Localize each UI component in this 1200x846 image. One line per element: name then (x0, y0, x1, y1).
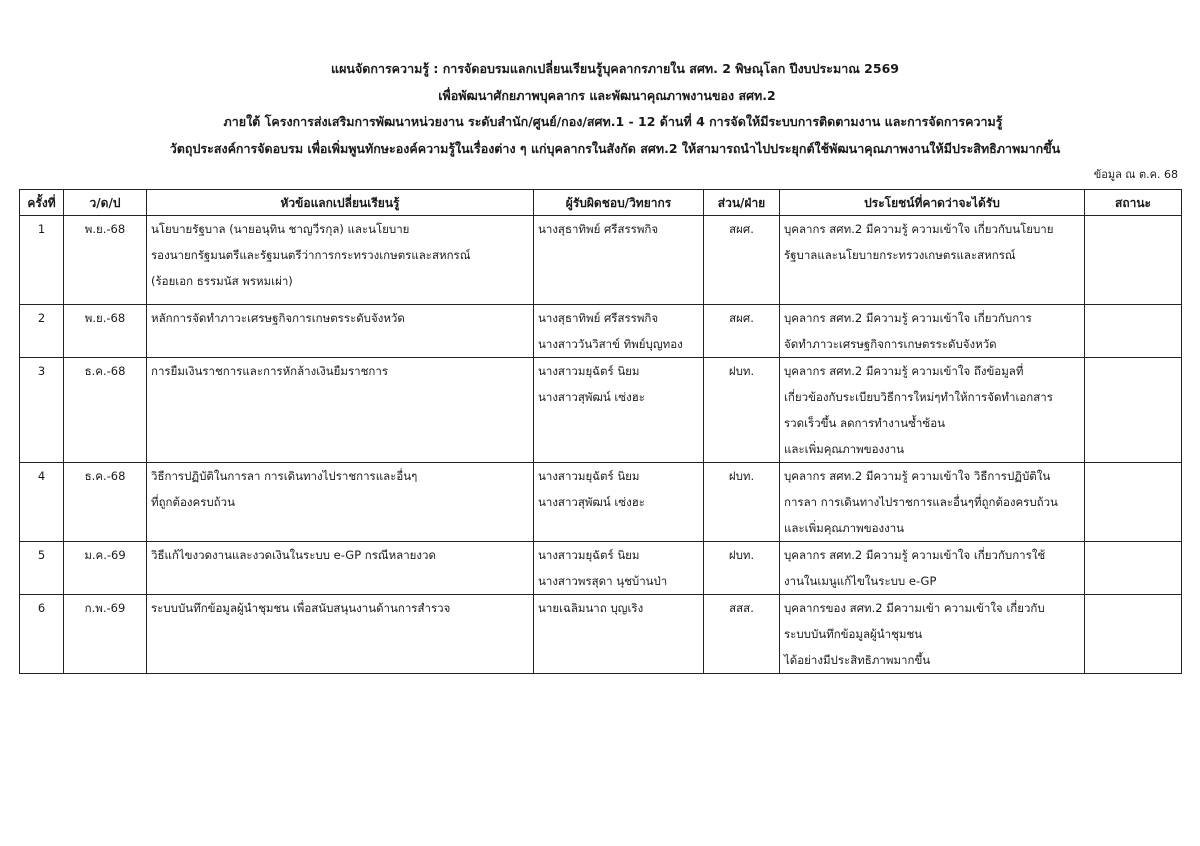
row-no-cell (20, 595, 64, 674)
benefit-line: บุคลากร สศท.2 มีความรู้ ความเข้าใจ เกี่ยวกับการ (784, 311, 1032, 325)
speaker-name: นางสาวสุพัฒน์ เซ่งฮะ (538, 495, 645, 509)
benefit-line: บุคลากร สศท.2 มีความรู้ ความเข้าใจ เกี่ยวกับนโยบาย (784, 222, 1054, 236)
table-row (20, 542, 1182, 595)
row-date-cell (64, 542, 147, 595)
benefit-line: รัฐบาลและนโยบายกระทรวงเกษตรและสหกรณ์ (784, 248, 1016, 262)
row-no-cell (20, 463, 64, 542)
row-date: ธ.ค.-68 (84, 469, 126, 483)
benefit-line: การลา การเดินทางไปราชการและอื่นๆที่ถูกต้องครบถ้วน (784, 495, 1058, 509)
row-status-cell (1085, 542, 1182, 595)
row-benefit-cell (780, 358, 1085, 463)
row-section-cell (704, 463, 780, 542)
topic-line: รองนายกรัฐมนตรีและรัฐมนตรีว่าการกระทรวงเกษตรและสหกรณ์ (151, 248, 471, 262)
benefit-line: งานในเมนูแก้ไขในระบบ e-GP (784, 574, 937, 588)
col-header-section: ส่วน/ฝ่าย (704, 190, 780, 216)
section-code: สสส. (729, 601, 754, 615)
row-speaker-cell (534, 216, 704, 305)
section-code: สผศ. (729, 311, 754, 325)
benefit-line: บุคลากร สศท.2 มีความรู้ ความเข้าใจ วิธีการปฏิบัติใน (784, 469, 1051, 483)
speaker-name: นางสุธาทิพย์ ศรีสรรพกิจ (538, 311, 659, 325)
table-row (20, 463, 1182, 542)
row-section-cell (704, 305, 780, 358)
row-section-cell (704, 216, 780, 305)
table-row (20, 595, 1182, 674)
section-code: ฝบท. (728, 364, 755, 378)
benefit-line: บุคลากรของ สศท.2 มีความเข้า ความเข้าใจ เกี่ยวกับ (784, 601, 1045, 615)
row-no-cell (20, 305, 64, 358)
row-number: 5 (37, 548, 46, 562)
row-number: 1 (37, 222, 46, 236)
benefit-line: บุคลากร สศท.2 มีความรู้ ความเข้าใจ เกี่ยวกับการใช้ (784, 548, 1046, 562)
plan-objective-line: วัตถุประสงค์การจัดอบรม เพื่อเพิ่มพูนทักษะองค์ความรู้ในเรื่องต่าง ๆ แก่บุคลากรในสังกัด สศท.2 ให้สามารถนำไปประยุกต์ใช้พัฒนาคุณภาพงานให้มีประสิทธิภาพมากขึ้น (169, 140, 1061, 156)
row-topic-cell (147, 542, 534, 595)
row-date: ธ.ค.-68 (84, 364, 126, 378)
row-benefit-cell (780, 595, 1085, 674)
data-as-of-note: ข้อมูล ณ ต.ค. 68 (1093, 168, 1178, 181)
row-topic-cell (147, 463, 534, 542)
row-speaker-cell (534, 358, 704, 463)
row-date-cell (64, 216, 147, 305)
plan-purpose-line: เพื่อพัฒนาศักยภาพบุคลากร และพัฒนาคุณภาพงานของ สศท.2 (438, 87, 776, 103)
table-row (20, 216, 1182, 305)
row-number: 2 (37, 311, 46, 325)
benefit-line: บุคลากร สศท.2 มีความรู้ ความเข้าใจ ถึงข้อมูลที่ (784, 364, 1024, 378)
table-header-row (20, 190, 1182, 216)
row-benefit-cell (780, 542, 1085, 595)
row-topic-cell (147, 305, 534, 358)
topic-line: วิธีการปฏิบัติในการลา การเดินทางไปราชการและอื่นๆ (151, 469, 418, 483)
row-benefit-cell (780, 463, 1085, 542)
section-code: สผศ. (729, 222, 754, 236)
benefit-line: รวดเร็วขึ้น ลดการทำงานซ้ำซ้อน (784, 416, 945, 430)
row-speaker-cell (534, 305, 704, 358)
benefit-line: จัดทำภาวะเศรษฐกิจการเกษตรระดับจังหวัด (784, 337, 997, 351)
row-number: 6 (37, 601, 46, 615)
topic-line: การยืมเงินราชการและการหักล้างเงินยืมราชการ (151, 364, 389, 378)
row-date-cell (64, 463, 147, 542)
benefit-line: ได้อย่างมีประสิทธิภาพมากขึ้น (784, 653, 931, 667)
benefit-line: ระบบบันทึกข้อมูลผู้นำชุมชน (784, 627, 923, 641)
topic-line: (ร้อยเอก ธรรมนัส พรหมเผ่า) (151, 274, 293, 288)
row-status-cell (1085, 216, 1182, 305)
row-speaker-cell (534, 542, 704, 595)
col-header-no: ครั้งที่ (20, 190, 64, 216)
plan-project-line: ภายใต้ โครงการส่งเสริมการพัฒนาหน่วยงาน ระดับสำนัก/ศูนย์/กอง/สศท.1 - 12 ด้านที่ 4 การจัดให้มีระบบการติดตามงาน และการจัดการความรู้ (223, 114, 1003, 129)
row-date: ก.พ.-69 (84, 601, 126, 615)
speaker-name: นางสาวมยุฉัตร์ นิยม (538, 548, 640, 562)
speaker-name: นางสาวพรสุดา นุชบ้านป่า (538, 574, 668, 588)
row-topic-cell (147, 216, 534, 305)
col-header-status: สถานะ (1085, 190, 1182, 216)
row-no-cell (20, 358, 64, 463)
row-speaker-cell (534, 595, 704, 674)
row-status-cell (1085, 358, 1182, 463)
col-header-date: ว/ด/ป (64, 190, 147, 216)
row-speaker-cell (534, 463, 704, 542)
knowledge-plan-table (19, 189, 1182, 674)
speaker-name: นางสาวสุพัฒน์ เซ่งฮะ (538, 390, 645, 404)
row-section-cell (704, 595, 780, 674)
topic-line: วิธีแก้ไขงวดงานและงวดเงินในระบบ e-GP กรณีหลายงวด (151, 548, 436, 562)
row-no-cell (20, 542, 64, 595)
row-date: พ.ย.-68 (84, 222, 126, 236)
speaker-name: นางสุธาทิพย์ ศรีสรรพกิจ (538, 222, 659, 236)
table-row (20, 305, 1182, 358)
section-code: ฝบท. (728, 469, 755, 483)
row-date: ม.ค.-69 (84, 548, 126, 562)
row-topic-cell (147, 358, 534, 463)
topic-line: นโยบายรัฐบาล (นายอนุทิน ชาญวีรกุล) และนโยบาย (151, 222, 410, 236)
section-code: ฝบท. (728, 548, 755, 562)
row-date-cell (64, 305, 147, 358)
document-heading (0, 62, 1200, 168)
plan-title: แผนจัดการความรู้ : การจัดอบรมแลกเปลี่ยนเรียนรู้บุคลากรภายใน สศท. 2 พิษณุโลก ปีงบประมาณ 2569 (331, 61, 899, 76)
row-date-cell (64, 595, 147, 674)
row-topic-cell (147, 595, 534, 674)
col-header-topic: หัวข้อแลกเปลี่ยนเรียนรู้ (147, 190, 534, 216)
col-header-benefit: ประโยชน์ที่คาดว่าจะได้รับ (780, 190, 1085, 216)
speaker-name: นางสาววันวิสาข์ ทิพย์บุญทอง (538, 337, 683, 351)
row-benefit-cell (780, 305, 1085, 358)
row-status-cell (1085, 463, 1182, 542)
row-benefit-cell (780, 216, 1085, 305)
speaker-name: นายเฉลิมนาถ บุญเริง (538, 601, 644, 615)
topic-line: ที่ถูกต้องครบถ้วน (151, 495, 235, 509)
table-row (20, 358, 1182, 463)
row-date: พ.ย.-68 (84, 311, 126, 325)
row-status-cell (1085, 595, 1182, 674)
row-status-cell (1085, 305, 1182, 358)
speaker-name: นางสาวมยุฉัตร์ นิยม (538, 364, 640, 378)
speaker-name: นางสาวมยุฉัตร์ นิยม (538, 469, 640, 483)
row-no-cell (20, 216, 64, 305)
benefit-line: และเพิ่มคุณภาพของงาน (784, 442, 905, 456)
row-number: 4 (37, 469, 46, 483)
col-header-speaker: ผู้รับผิดชอบ/วิทยากร (534, 190, 704, 216)
row-section-cell (704, 358, 780, 463)
benefit-line: และเพิ่มคุณภาพของงาน (784, 521, 905, 535)
row-date-cell (64, 358, 147, 463)
benefit-line: เกี่ยวข้องกับระเบียบวิธีการใหม่ๆทำให้การจัดทำเอกสาร (784, 390, 1053, 404)
row-section-cell (704, 542, 780, 595)
topic-line: หลักการจัดทำภาวะเศรษฐกิจการเกษตรระดับจังหวัด (151, 311, 405, 325)
topic-line: ระบบบันทึกข้อมูลผู้นำชุมชน เพื่อสนับสนุนงานด้านการสำรวจ (151, 601, 451, 615)
row-number: 3 (37, 364, 46, 378)
